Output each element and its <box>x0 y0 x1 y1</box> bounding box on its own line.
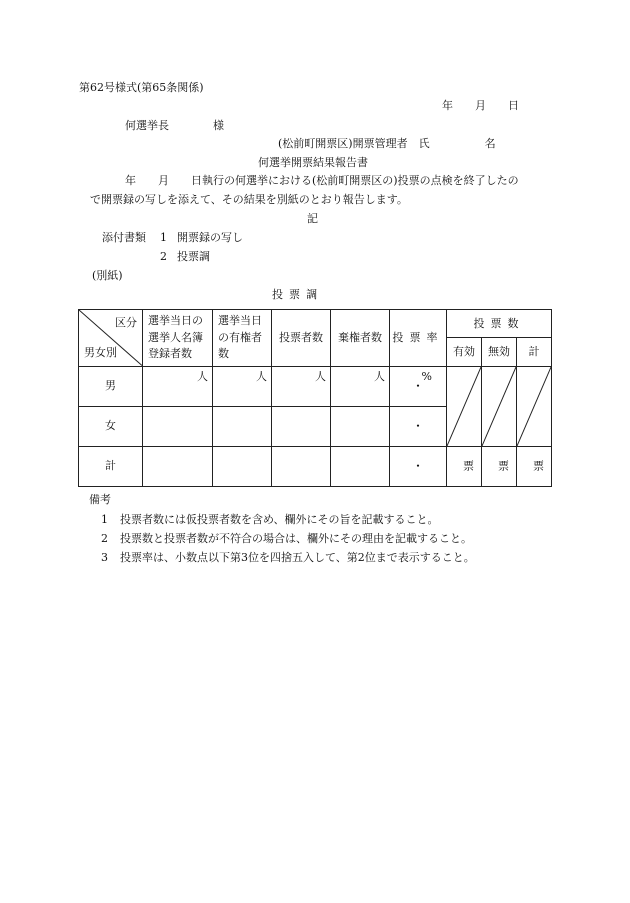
header-corner-cell <box>79 310 143 367</box>
cell-voters-total <box>272 446 331 486</box>
note-1-number: 1 <box>101 513 108 526</box>
cell-invalid-total: 票 <box>482 446 517 486</box>
addressee: 何選挙長 様 <box>125 119 224 132</box>
cell-eligible-male: 人 <box>213 366 272 406</box>
header-ballot-total: 計 <box>517 337 552 366</box>
strike-diagonal <box>517 367 551 446</box>
note-2-text: 投票数と投票者数が不符合の場合は、欄外にその理由を記載すること。 <box>120 532 472 545</box>
header-ballot-count: 投票数 <box>447 310 552 338</box>
cell-valid-total: 票 <box>447 446 482 486</box>
cell-eligible-total <box>213 446 272 486</box>
header-invalid: 無効 <box>482 337 517 366</box>
cell-ballot-total: 票 <box>517 446 552 486</box>
body-line-1: 年 月 日執行の何選挙における(松前町開票区の)投票の点検を終了したの <box>125 174 519 187</box>
header-category: 区分 <box>115 316 137 329</box>
header-gender: 男女別 <box>84 346 117 360</box>
date-line: 年 月 日 <box>442 99 519 112</box>
table-title: 投票調 <box>272 288 324 301</box>
cell-invalid-struck <box>482 366 517 446</box>
attachments-label: 添付書類 <box>102 231 146 244</box>
header-registered: 選挙当日の 選挙人名簿 登録者数 <box>143 310 213 367</box>
table-row-total <box>79 446 552 486</box>
note-3-number: 3 <box>101 551 108 564</box>
note-2-number: 2 <box>101 532 108 545</box>
header-valid: 有効 <box>447 337 482 366</box>
cell-eligible-female <box>213 406 272 446</box>
attachment-1-text: 開票録の写し <box>177 231 243 244</box>
row-label-male: 男 <box>79 366 143 406</box>
header-voters: 投票者数 <box>272 310 331 367</box>
header-turnout: 投票率 <box>390 310 447 367</box>
cell-registered-male: 人 <box>143 366 213 406</box>
cell-voters-male: 人 <box>272 366 331 406</box>
header-eligible: 選挙当日 の有権者 数 <box>213 310 272 367</box>
cell-turnout-female: ・ <box>390 406 447 446</box>
attachment-2-text: 投票調 <box>177 250 210 263</box>
note-1-text: 投票者数には仮投票者数を含め、欄外にその旨を記載すること。 <box>120 513 439 526</box>
ballot-tally-table <box>78 309 552 487</box>
row-label-female: 女 <box>79 406 143 446</box>
attachment-1-number: 1 <box>160 231 167 244</box>
row-label-total: 計 <box>79 446 143 486</box>
strike-diagonal <box>482 367 516 446</box>
cell-abstainers-male: 人 <box>331 366 390 406</box>
cell-total-struck <box>517 366 552 446</box>
cell-registered-total <box>143 446 213 486</box>
attachment-2-number: 2 <box>160 250 167 263</box>
cell-turnout-male: % ・ <box>390 366 447 406</box>
notes-title: 備考 <box>89 493 111 506</box>
cell-abstainers-female <box>331 406 390 446</box>
ki-mark: 記 <box>307 212 318 225</box>
table-row-male <box>79 366 552 406</box>
cell-valid-struck <box>447 366 482 446</box>
cell-registered-female <box>143 406 213 446</box>
form-number: 第62号様式(第65条関係) <box>79 81 204 94</box>
document-title: 何選挙開票結果報告書 <box>258 156 368 169</box>
note-3-text: 投票率は、小数点以下第3位を四捨五入して、第2位まで表示すること。 <box>120 551 475 564</box>
sender-line: (松前町開票区)開票管理者 氏 名 <box>278 137 496 150</box>
cell-turnout-total: ・ <box>390 446 447 486</box>
body-line-2: で開票録の写しを添えて、その結果を別紙のとおり報告します。 <box>90 193 408 206</box>
header-abstainers: 棄権者数 <box>331 310 390 367</box>
strike-diagonal <box>447 367 481 446</box>
cell-voters-female <box>272 406 331 446</box>
appendix-label: (別紙) <box>92 269 123 282</box>
cell-abstainers-total <box>331 446 390 486</box>
